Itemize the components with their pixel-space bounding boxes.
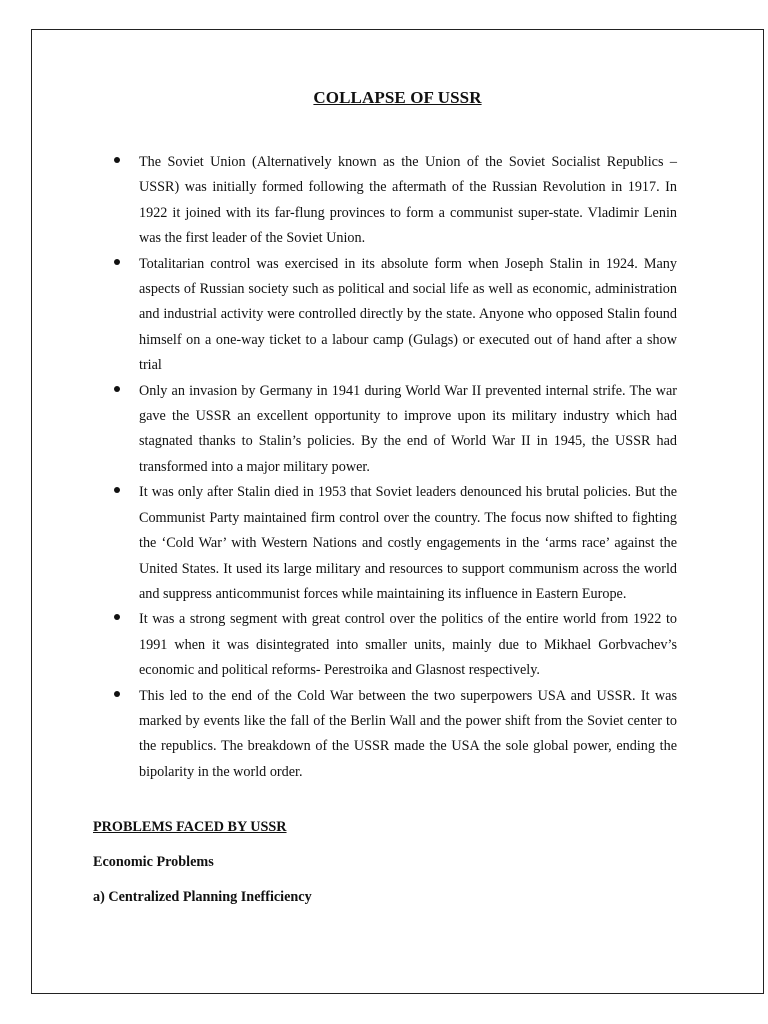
list-item xyxy=(139,252,677,379)
bullet-icon xyxy=(114,157,120,163)
bullet-icon xyxy=(114,259,120,265)
bullet-text: Only an invasion by Germany in 1941 during World War II prevented internal strife. The war gave the USSR an excellent opportunity to improve upon its military industry which had stagnated thanks to Stalin’s policies. By the end of World War II in 1945, the USSR had transformed into a major military power. xyxy=(139,382,677,475)
list-item xyxy=(139,150,677,252)
bullet-icon xyxy=(114,691,120,697)
subheading-centralized-planning: a) Centralized Planning Inefficiency xyxy=(93,889,312,905)
list-item xyxy=(139,480,677,607)
bullet-text: The Soviet Union (Alternatively known as the Union of the Soviet Socialist Republics – USSR) was initially formed following the aftermath of the Russian Revolution in 1917. In 1922 it joined with its far-flung provinces to form a communist super-state. Vladimir Lenin was the first leader of the Soviet Union. xyxy=(139,154,677,247)
subheading-economic-problems: Economic Problems xyxy=(93,854,214,870)
bullet-text: It was a strong segment with great control over the politics of the entire world from 1922 to 1991 when it was disintegrated into smaller units, mainly due to Mikhael Gorbvachev’s economic and political reforms- Perestroika and Glasnost respectively. xyxy=(139,611,677,679)
bullet-icon xyxy=(114,487,120,493)
bullet-text: It was only after Stalin died in 1953 that Soviet leaders denounced his brutal policies. But the Communist Party maintained firm control over the country. The focus now shifted to fighting the ‘Cold War’ with Western Nations and costly engagements in the ‘arms race’ against the United States. It used its large military and resources to support communism across the world and suppress anticommunist forces while maintaining its influence in Eastern Europe. xyxy=(139,484,677,602)
bullet-list xyxy=(139,150,677,785)
bullet-text: Totalitarian control was exercised in its absolute form when Joseph Stalin in 1924. Many aspects of Russian society such as political and social life as well as economic, administration and industrial activity were controlled directly by the state. Anyone who opposed Stalin found himself on a one-way ticket to a labour camp (Gulags) or executed out of hand after a show trial xyxy=(139,255,677,374)
bullet-icon xyxy=(114,614,120,620)
bullet-icon xyxy=(114,386,120,392)
list-item xyxy=(139,684,677,786)
document-page xyxy=(31,29,764,994)
bullet-text: This led to the end of the Cold War between the two superpowers USA and USSR. It was marked by events like the fall of the Berlin Wall and the power shift from the Soviet center to the republics. The breakdown of the USSR made the USA the sole global power, ending the bipolarity in the world order. xyxy=(139,687,677,780)
document-title: COLLAPSE OF USSR xyxy=(313,88,482,107)
section-heading: PROBLEMS FACED BY USSR xyxy=(93,819,287,835)
list-item xyxy=(139,379,677,481)
list-item xyxy=(139,607,677,683)
